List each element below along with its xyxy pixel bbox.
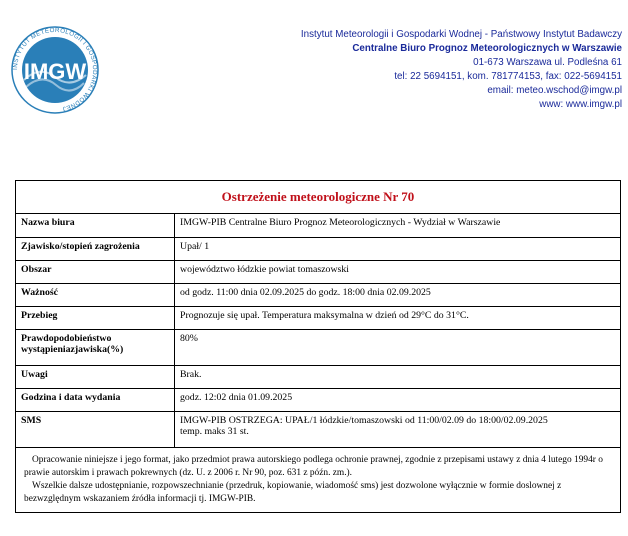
row-label: Godzina i data wydania bbox=[16, 388, 175, 411]
table-row bbox=[16, 329, 620, 365]
row-value bbox=[175, 411, 621, 447]
row-value: IMGW-PIB Centralne Biuro Prognoz Meteorologicznych - Wydział w Warszawie bbox=[180, 217, 501, 228]
imgw-logo bbox=[10, 25, 100, 115]
copyright-notice bbox=[16, 447, 620, 512]
copyright-paragraph-1: Opracowanie niniejsze i jego format, jako przedmiot prawa autorskiego podlega ochronie prawnej, zgodnie z przepisami ustawy z dnia 4 lutego 1994r o prawie autorskim i prawach pokrewnych (dz. U. z 2006 r. Nr 90, poz. 631 z późn. zm.). bbox=[24, 455, 603, 478]
phone: tel: 22 5694151, kom. 781774153, fax: 022-5694151 bbox=[394, 71, 622, 82]
row-value: Prognozuje się upał. Temperatura maksymalna w dzień od 29°C do 31°C. bbox=[175, 306, 621, 329]
warning-document bbox=[15, 180, 621, 513]
row-label: Uwagi bbox=[16, 365, 175, 388]
row-value: Brak. bbox=[175, 365, 621, 388]
sms-text-line-2: temp. maks 31 st. bbox=[180, 425, 249, 437]
sms-text-line-1: IMGW-PIB OSTRZEGA: UPAŁ/1 łódzkie/tomaszowski od 11:00/02.09 do 18:00/02.09.2025 bbox=[180, 414, 548, 426]
row-label: SMS bbox=[16, 411, 175, 447]
table-row bbox=[16, 388, 620, 411]
table-row bbox=[16, 306, 620, 329]
warning-title: Ostrzeżenie meteorologiczne Nr 70 bbox=[16, 181, 620, 214]
row-label: Przebieg bbox=[16, 306, 175, 329]
table-row bbox=[16, 237, 620, 260]
table-row bbox=[16, 365, 620, 388]
copyright-paragraph-2: Wszelkie dalsze udostępnianie, rozpowszechnianie (przedruk, kopiowanie, wiadomość sms) jest dozwolone wyłącznie w formie doslownej z bezwzględnym wskazaniem źródła informacji tj. IMGW-PIB. bbox=[24, 481, 562, 504]
website[interactable]: www: www.imgw.pl bbox=[539, 99, 622, 110]
row-label: Ważność bbox=[16, 283, 175, 306]
row-value: województwo łódzkie powiat tomaszowski bbox=[175, 260, 621, 283]
row-value: godz. 12:02 dnia 01.09.2025 bbox=[175, 388, 621, 411]
row-label: Zjawisko/stopień zagrożenia bbox=[16, 237, 175, 260]
row-value: Upał/ 1 bbox=[175, 237, 621, 260]
email[interactable]: email: meteo.wschod@imgw.pl bbox=[487, 85, 622, 96]
table-row bbox=[16, 411, 620, 447]
table-row bbox=[16, 214, 620, 237]
svg-text:INSTYTUT METEOROLOGII I GOSPOD: INSTYTUT METEOROLOGII I GOSPODARKI WODNEJ bbox=[11, 26, 99, 113]
table-row bbox=[16, 283, 620, 306]
row-label: Obszar bbox=[16, 260, 175, 283]
office-name: Centralne Biuro Prognoz Meteorologicznych w Warszawie bbox=[352, 43, 622, 54]
table-row bbox=[16, 260, 620, 283]
svg-text:IMGW: IMGW bbox=[23, 59, 87, 84]
address: 01-673 Warszawa ul. Podleśna 61 bbox=[473, 57, 622, 68]
warning-table bbox=[16, 214, 620, 447]
institute-contact-block bbox=[202, 28, 622, 112]
institute-name: Instytut Meteorologii i Gospodarki Wodnej - Państwowy Instytut Badawczy bbox=[300, 29, 622, 40]
row-label: Nazwa biura bbox=[16, 214, 175, 237]
row-value: od godz. 11:00 dnia 02.09.2025 do godz. 18:00 dnia 02.09.2025 bbox=[175, 283, 621, 306]
row-value: 80% bbox=[175, 329, 621, 365]
row-label: Prawdopodobieństwo wystąpieniazjawiska(%) bbox=[16, 329, 175, 365]
letterhead bbox=[0, 0, 628, 120]
